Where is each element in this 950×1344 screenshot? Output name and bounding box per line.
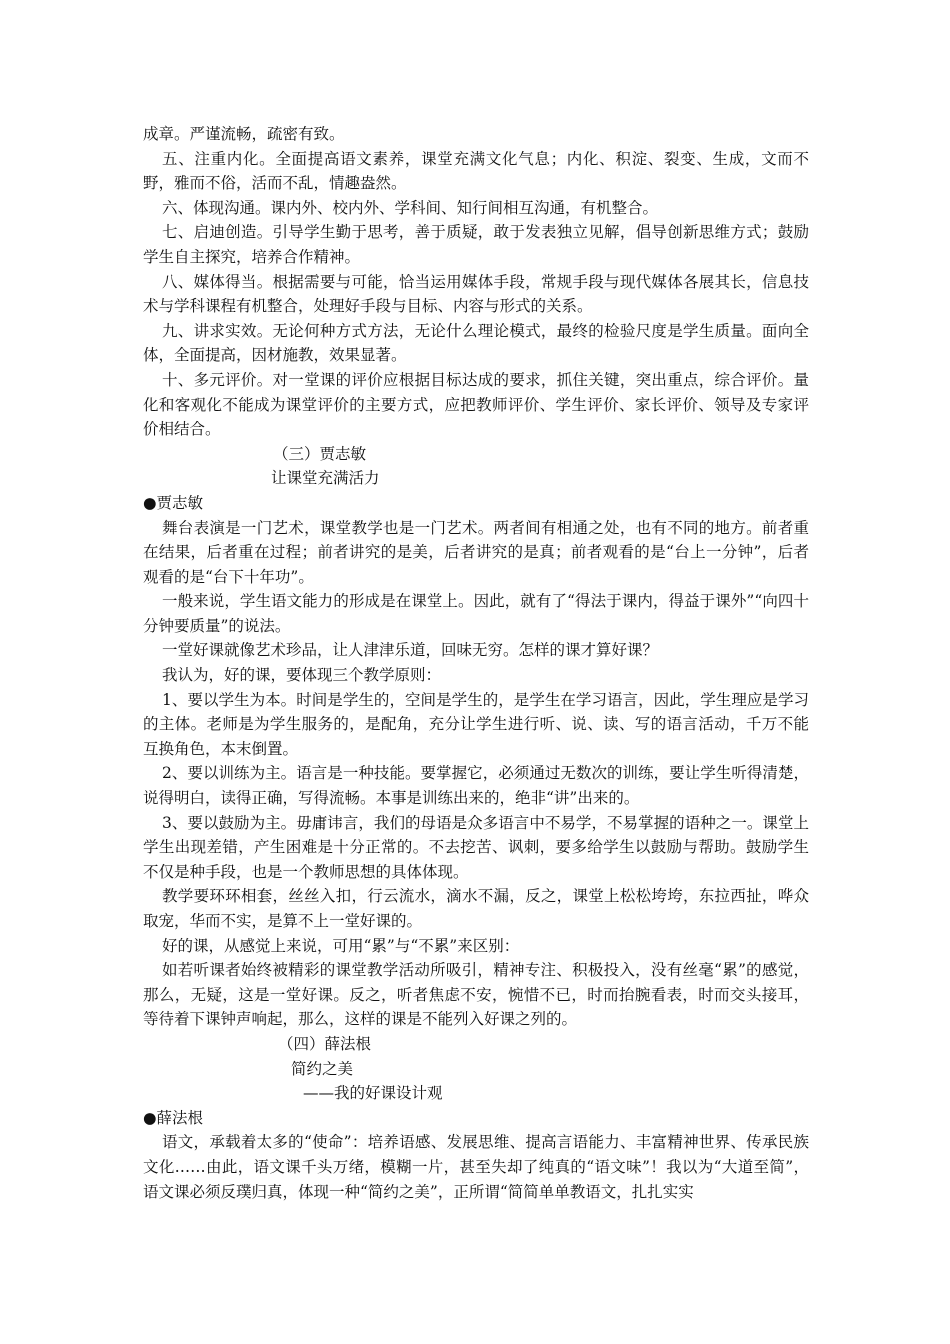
- document-page: [143, 122, 809, 1204]
- paragraph: 一般来说，学生语文能力的形成是在课堂上。因此，就有了“得法于课内，得益于课外”“向四十分钟要质量”的说法。: [143, 592, 809, 635]
- section-heading: （三）贾志敏: [273, 444, 367, 463]
- paragraph: 教学要环环相套，丝丝入扣，行云流水，滴水不漏，反之，课堂上松松垮垮，东拉西扯，哗众取宠，华而不实，是算不上一堂好课的。: [143, 887, 809, 930]
- article-title: 让课堂充满活力: [271, 469, 380, 488]
- author-line: ●贾志敏: [143, 493, 204, 512]
- paragraph: 一堂好课就像艺术珍品，让人津津乐道，回味无穷。怎样的课才算好课？: [162, 641, 659, 660]
- paragraph: 六、体现沟通。课内外、校内外、学科间、知行间相互沟通，有机整合。: [162, 198, 659, 217]
- paragraph: 如若听课者始终被精彩的课堂教学活动所吸引，精神专注、积极投入，没有丝毫“累”的感觉，那么，无疑，这是一堂好课。反之，听者焦虑不安，惋惜不已，时而抬腕看表，时而交头接耳，等待着下课钟声响起，那么，这样的课是不能列入好课之列的。: [143, 961, 809, 1029]
- paragraph: 成章。严谨流畅，疏密有致。: [143, 125, 345, 143]
- paragraph: 3、要以鼓励为主。毋庸讳言，我们的母语是众多语言中不易学，不易掌握的语种之一。课堂上学生出现差错，产生困难是十分正常的。不去挖苦、讽刺，要多给学生以鼓励与帮助。鼓励学生不仅是种手段，也是一个教师思想的具体体现。: [143, 813, 809, 881]
- paragraph: 舞台表演是一门艺术，课堂教学也是一门艺术。两者间有相通之处，也有不同的地方。前者重在结果，后者重在过程；前者讲究的是美，后者讲究的是真；前者观看的是“台上一分钟”，后者观看的是“台下十年功”。: [143, 518, 809, 586]
- paragraph: 好的课，从感觉上来说，可用“累”与“不累”来区别：: [162, 936, 520, 955]
- section-heading: （四）薛法根: [278, 1034, 372, 1053]
- paragraph: 五、注重内化。全面提高语文素养，课堂充满文化气息；内化、积淀、裂变、生成，文而不野，雅而不俗，活而不乱，情趣盎然。: [143, 149, 809, 193]
- paragraph: 2、要以训练为主。语言是一种技能。要掌握它，必须通过无数次的训练，要让学生听得清楚，说得明白，读得正确，写得流畅。本事是训练出来的，绝非“讲”出来的。: [143, 764, 809, 808]
- paragraph: 我认为，好的课，要体现三个教学原则：: [162, 666, 442, 685]
- paragraph: 十、多元评价。对一堂课的评价应根据目标达成的要求，抓住关键，突出重点，综合评价。量化和客观化不能成为课堂评价的主要方式，应把教师评价、学生评价、家长评价、领导及专家评价相结合。: [143, 370, 809, 439]
- paragraph: 语文，承载着太多的“使命”：培养语感、发展思维、提高言语能力、丰富精神世界、传承民族文化……由此，语文课千头万绪，模糊一片，甚至失却了纯真的“语文味”！我以为“大道至简”，语文课必须反璞归真，体现一种“简约之美”，正所谓“简简单单教语文，扎扎实实: [143, 1133, 809, 1201]
- paragraph: 九、讲求实效。无论何种方式方法，无论什么理论模式，最终的检验尺度是学生质量。面向全体，全面提高，因材施教，效果显著。: [143, 321, 809, 365]
- paragraph: 1、要以学生为本。时间是学生的，空间是学生的，是学生在学习语言，因此，学生理应是学习的主体。老师是为学生服务的，是配角，充分让学生进行听、说、读、写的语言活动，千万不能互换角色，本末倒置。: [143, 690, 809, 758]
- paragraph: 七、启迪创造。引导学生勤于思考，善于质疑，敢于发表独立见解，倡导创新思维方式；鼓励学生自主探究，培养合作精神。: [143, 223, 809, 266]
- author-line: ●薛法根: [143, 1108, 204, 1127]
- article-subtitle: ——我的好课设计观: [303, 1084, 443, 1103]
- article-title: 简约之美: [291, 1059, 354, 1078]
- paragraph: 八、媒体得当。根据需要与可能，恰当运用媒体手段，常规手段与现代媒体各展其长，信息技术与学科课程有机整合，处理好手段与目标、内容与形式的关系。: [143, 272, 809, 316]
